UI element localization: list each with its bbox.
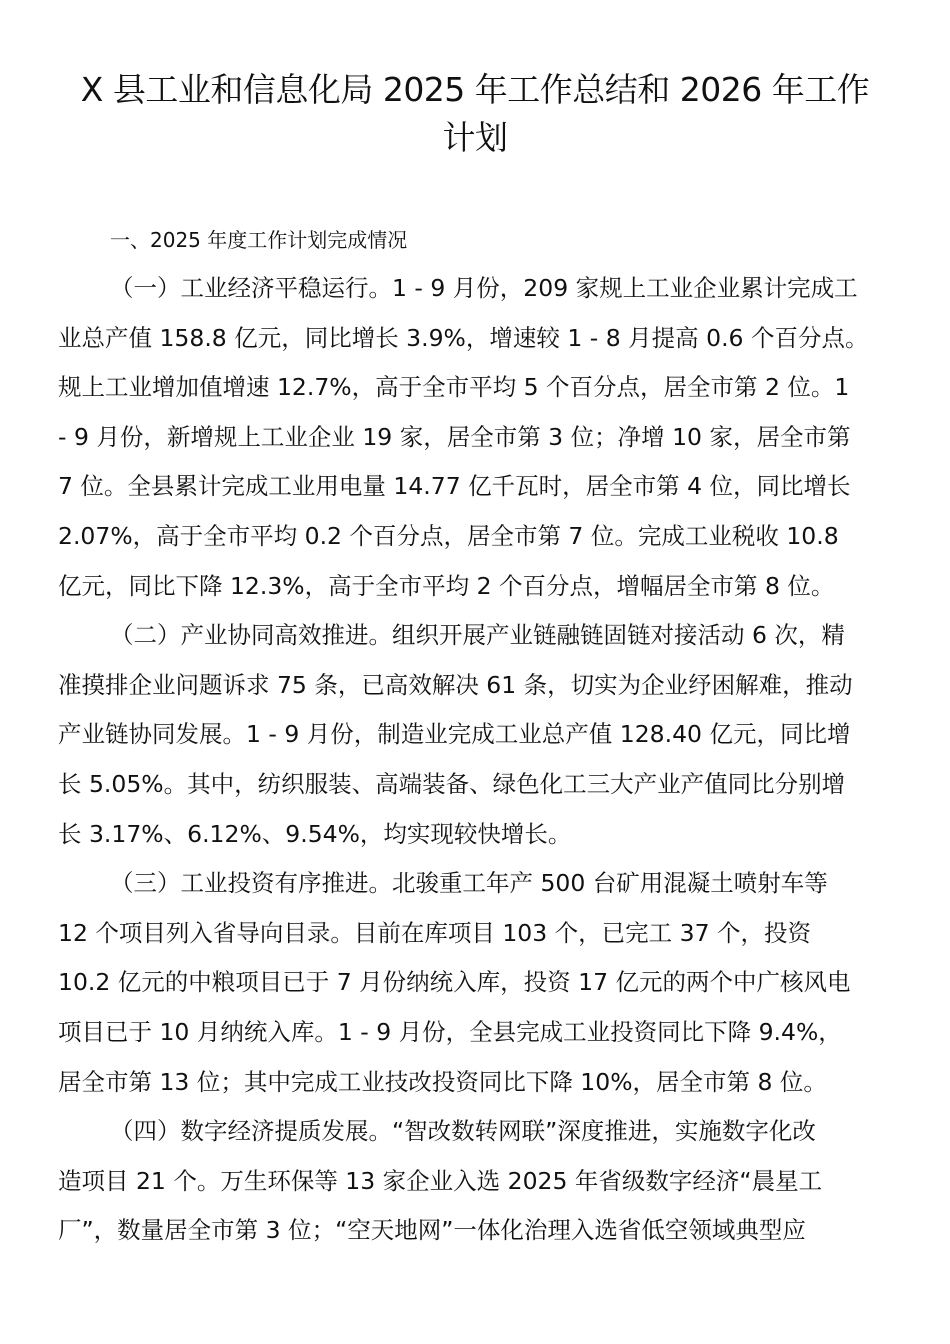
paragraph-line: 项目已于 10 月纳统入库。1 - 9 月份，全县完成工业投资同比下降 9.4%， <box>58 1017 842 1046</box>
paragraph-industrial-economy <box>58 264 898 611</box>
paragraph-line: （四）数字经济提质发展。“智改数转网联”深度推进，实施数字化改 <box>110 1117 816 1146</box>
paragraph-line: 居全市第 13 位；其中完成工业技改投资同比下降 10%，居全市第 8 位。 <box>58 1067 827 1096</box>
document-title <box>0 66 950 162</box>
section-heading: 一、2025 年度工作计划完成情况 <box>110 228 408 252</box>
paragraph-line: 10.2 亿元的中粮项目已于 7 月份纳统入库，投资 17 亿元的两个中广核风电 <box>58 968 851 997</box>
paragraph-line: 亿元，同比下降 12.3%，高于全市平均 2 个百分点，增幅居全市第 8 位。 <box>58 571 835 600</box>
paragraph-line: 造项目 21 个。万生环保等 13 家企业入选 2025 年省级数字经济“晨星工 <box>58 1166 823 1195</box>
title-line: X 县工业和信息化局 2025 年工作总结和 2026 年工作 <box>80 70 870 109</box>
paragraph-line: 长 5.05%。其中，纺织服装、高端装备、绿色化工三大产业产值同比分别增 <box>58 769 846 798</box>
paragraph-digital-economy <box>58 1107 898 1256</box>
paragraph-line: （三）工业投资有序推进。北骏重工年产 500 台矿用混凝土喷射车等 <box>110 869 828 898</box>
document-body <box>58 264 898 1256</box>
title-line: 计划 <box>442 118 508 157</box>
paragraph-line: 7 位。全县累计完成工业用电量 14.77 亿千瓦时，居全市第 4 位，同比增长 <box>58 472 851 501</box>
paragraph-line: 产业链协同发展。1 - 9 月份，制造业完成工业总产值 128.40 亿元，同比增 <box>58 720 851 749</box>
paragraph-line: 厂”，数量居全市第 3 位；“空天地网”一体化治理入选省低空领域典型应 <box>58 1216 806 1245</box>
paragraph-industrial-investment <box>58 859 898 1107</box>
paragraph-line: （二）产业协同高效推进。组织开展产业链融链固链对接活动 6 次，精 <box>110 621 845 650</box>
paragraph-line: 业总产值 158.8 亿元，同比增长 3.9%，增速较 1 - 8 月提高 0.6 个百分点。 <box>58 323 869 352</box>
paragraph-line: 12 个项目列入省导向目录。目前在库项目 103 个，已完工 37 个，投资 <box>58 918 812 947</box>
paragraph-line: 2.07%，高于全市平均 0.2 个百分点，居全市第 7 位。完成工业税收 10.8 <box>58 521 839 550</box>
paragraph-line: 长 3.17%、6.12%、9.54%，均实现较快增长。 <box>58 819 572 848</box>
paragraph-line: 准摸排企业问题诉求 75 条，已高效解决 61 条，切实为企业纾困解难，推动 <box>58 670 853 699</box>
paragraph-line: 规上工业增加值增速 12.7%，高于全市平均 5 个百分点，居全市第 2 位。1 <box>58 373 850 402</box>
paragraph-industry-synergy <box>58 611 898 859</box>
paragraph-line: - 9 月份，新增规上工业企业 19 家，居全市第 3 位；净增 10 家，居全市第 <box>58 422 851 451</box>
paragraph-line: （一）工业经济平稳运行。1 - 9 月份，209 家规上工业企业累计完成工 <box>110 274 858 302</box>
